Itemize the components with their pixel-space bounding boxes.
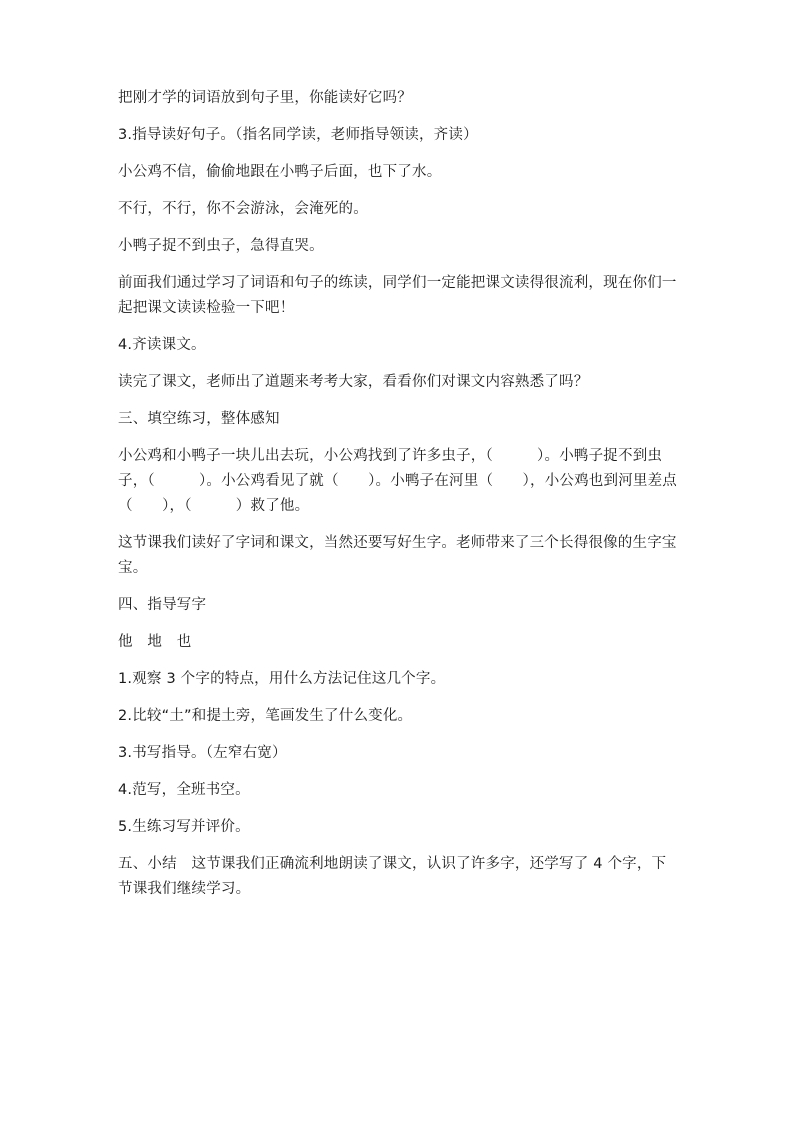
paragraph-transition: 前面我们通过学习了词语和句子的练读，同学们一定能把课文读得很流利，现在你们一起把课文读读检验一下吧！ bbox=[118, 275, 677, 316]
section-heading-3: 三、填空练习，整体感知 bbox=[118, 411, 280, 427]
paragraph-sentence-3: 小鸭子捉不到虫子，急得直哭。 bbox=[118, 238, 324, 254]
list-item-2: 2.比较“土”和提土旁，笔画发生了什么变化。 bbox=[118, 708, 413, 724]
list-item-5: 5.生练习写并评价。 bbox=[118, 819, 250, 835]
section-summary: 五、小结 这节课我们正确流利地朗读了课文，认识了许多字，还学写了 4 个字，下节课我们继续学习。 bbox=[118, 856, 667, 897]
list-item-3: 3.书写指导。（左窄右宽） bbox=[118, 745, 287, 761]
paragraph-quiz-intro: 读完了课文，老师出了道题来考考大家，看看你们对课文内容熟悉了吗？ bbox=[118, 374, 589, 390]
paragraph-fill-blank: 小公鸡和小鸭子一块儿出去玩，小公鸡找到了许多虫子，（ ）。小鸭子捉不到虫子，（ ）。小公鸡看见了就（ ）。小鸭子在河里（ ），小公鸡也到河里差点（ ），（ ）救了他。 bbox=[118, 448, 677, 514]
paragraph-step-4: 4.齐读课文。 bbox=[118, 337, 206, 353]
paragraph-writing-intro: 这节课我们读好了字词和课文，当然还要写好生字。老师带来了三个长得很像的生字宝宝。 bbox=[118, 535, 677, 576]
paragraph-intro: 把刚才学的词语放到句子里，你能读好它吗？ bbox=[118, 90, 412, 106]
document-body bbox=[118, 86, 678, 914]
paragraph-sentence-1: 小公鸡不信，偷偷地跟在小鸭子后面，也下了水。 bbox=[118, 164, 442, 180]
section-heading-4: 四、指导写字 bbox=[118, 597, 207, 613]
paragraph-step-3: 3.指导读好句子。（指名同学读，老师指导领读，齐读） bbox=[118, 127, 478, 143]
paragraph-characters: 他 地 也 bbox=[118, 634, 192, 650]
list-item-1: 1.观察 3 个字的特点，用什么方法记住这几个字。 bbox=[118, 671, 446, 687]
list-item-4: 4.范写，全班书空。 bbox=[118, 782, 250, 798]
paragraph-sentence-2: 不行，不行，你不会游泳，会淹死的。 bbox=[118, 201, 368, 217]
